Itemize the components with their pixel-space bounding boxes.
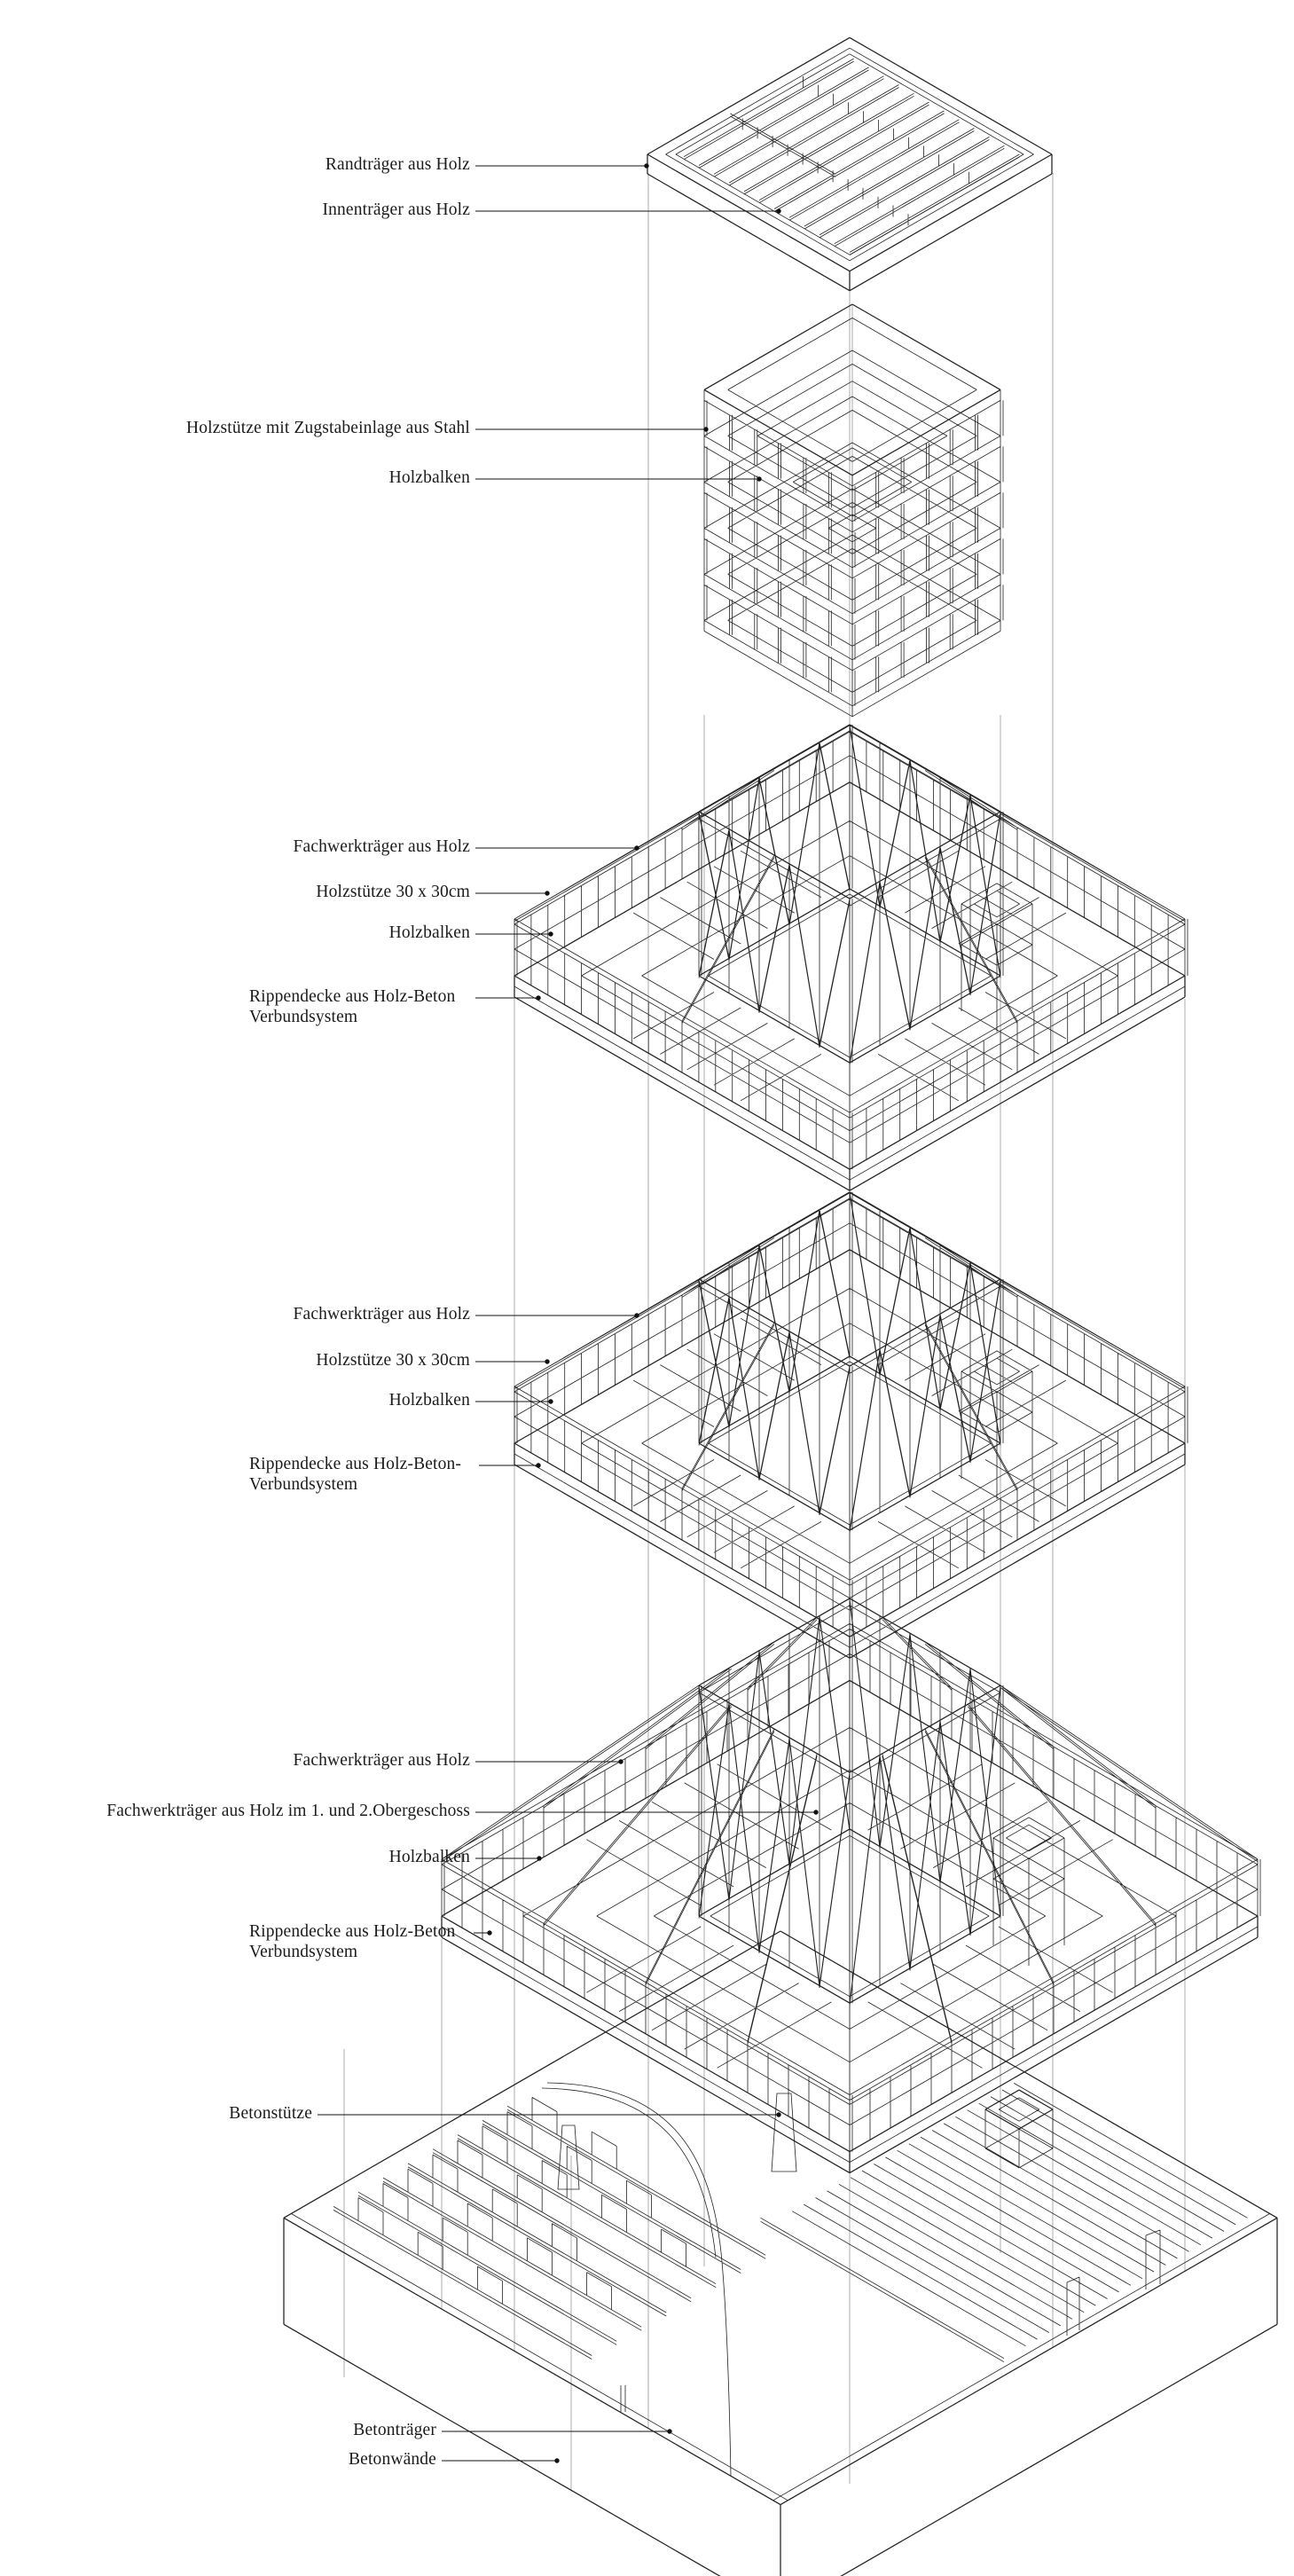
- label-holzstuetze-zugstab: [186, 418, 470, 438]
- label-text: Holzstütze 30 x 30cm: [316, 1351, 470, 1370]
- label-text-line2: Verbundsystem: [249, 1943, 358, 1961]
- leader-dot: [667, 2429, 671, 2433]
- leader-dot: [548, 1399, 553, 1403]
- leader-dot: [537, 1856, 541, 1860]
- label-text: Rippendecke aus Holz-Beton: [249, 987, 456, 1006]
- label-betonstuetze: [229, 2103, 312, 2124]
- leader-dot: [618, 1759, 623, 1763]
- label-text: Holzbalken: [388, 1848, 470, 1866]
- leader-dot: [776, 2112, 780, 2117]
- label-text: Rippendecke aus Holz-Beton-: [249, 1455, 462, 1473]
- label-text: Fachwerkträger aus Holz: [293, 1751, 470, 1770]
- label-holzstuetze-f1: [316, 882, 470, 902]
- label-betontraeger: [353, 2420, 436, 2440]
- leader-dot: [554, 2458, 559, 2462]
- leader-dot: [548, 931, 553, 936]
- label-text: Betonwände: [349, 2450, 436, 2469]
- label-holzbalken-f1: [389, 923, 470, 943]
- leader-dot: [634, 1313, 639, 1317]
- label-fachwerk-f2: [294, 1304, 470, 1324]
- label-holzbalken-f3: [389, 1847, 470, 1867]
- leader-dot: [813, 1810, 818, 1814]
- label-text: Betonträger: [353, 2421, 436, 2439]
- label-fachwerk-f1: [294, 836, 470, 857]
- label-text: Innenträger aus Holz: [322, 200, 470, 219]
- label-holzbalken-kern: [389, 467, 470, 488]
- label-text: Holzstütze 30 x 30cm: [316, 883, 470, 901]
- label-betonwaende: [349, 2449, 436, 2470]
- leader-dot: [545, 1359, 549, 1363]
- label-fachwerk-f3: [294, 1750, 470, 1771]
- label-rippendecke-f2: [249, 1454, 489, 1495]
- label-text: Holzbalken: [388, 468, 470, 487]
- label-innentraeger: [322, 200, 470, 220]
- label-text: Holzstütze mit Zugstabeinlage aus Stahl: [186, 419, 470, 437]
- label-text: Fachwerkträger aus Holz: [293, 1305, 470, 1323]
- leader-dot: [545, 891, 549, 895]
- label-holzbalken-f2: [389, 1390, 470, 1410]
- leader-dot: [703, 427, 708, 431]
- label-text: Fachwerkträger aus Holz: [293, 837, 470, 856]
- label-holzstuetze-f2: [316, 1350, 470, 1370]
- leader-dot: [644, 163, 648, 168]
- leader-dot: [634, 845, 639, 850]
- label-text: Rippendecke aus Holz-Beton: [249, 1922, 456, 1941]
- label-text: Fachwerkträger aus Holz im 1. und 2.Obergeschoss: [106, 1802, 470, 1820]
- label-text: Holzbalken: [388, 1391, 470, 1410]
- label-text: Holzbalken: [388, 923, 470, 942]
- leader-dot: [757, 476, 761, 481]
- label-rippendecke-f3: [249, 1921, 489, 1962]
- leader-dot: [536, 995, 540, 1000]
- label-text-line2: Verbundsystem: [249, 1475, 358, 1494]
- label-text: Randträger aus Holz: [325, 155, 470, 174]
- label-fachwerk-og: [106, 1801, 470, 1821]
- leader-dot: [536, 1463, 540, 1467]
- label-text: Betonstütze: [229, 2104, 312, 2123]
- label-rippendecke-f1: [249, 986, 489, 1027]
- leader-dot: [776, 208, 780, 213]
- label-text-line2: Verbundsystem: [249, 1008, 358, 1026]
- label-randtraeger: [325, 154, 470, 175]
